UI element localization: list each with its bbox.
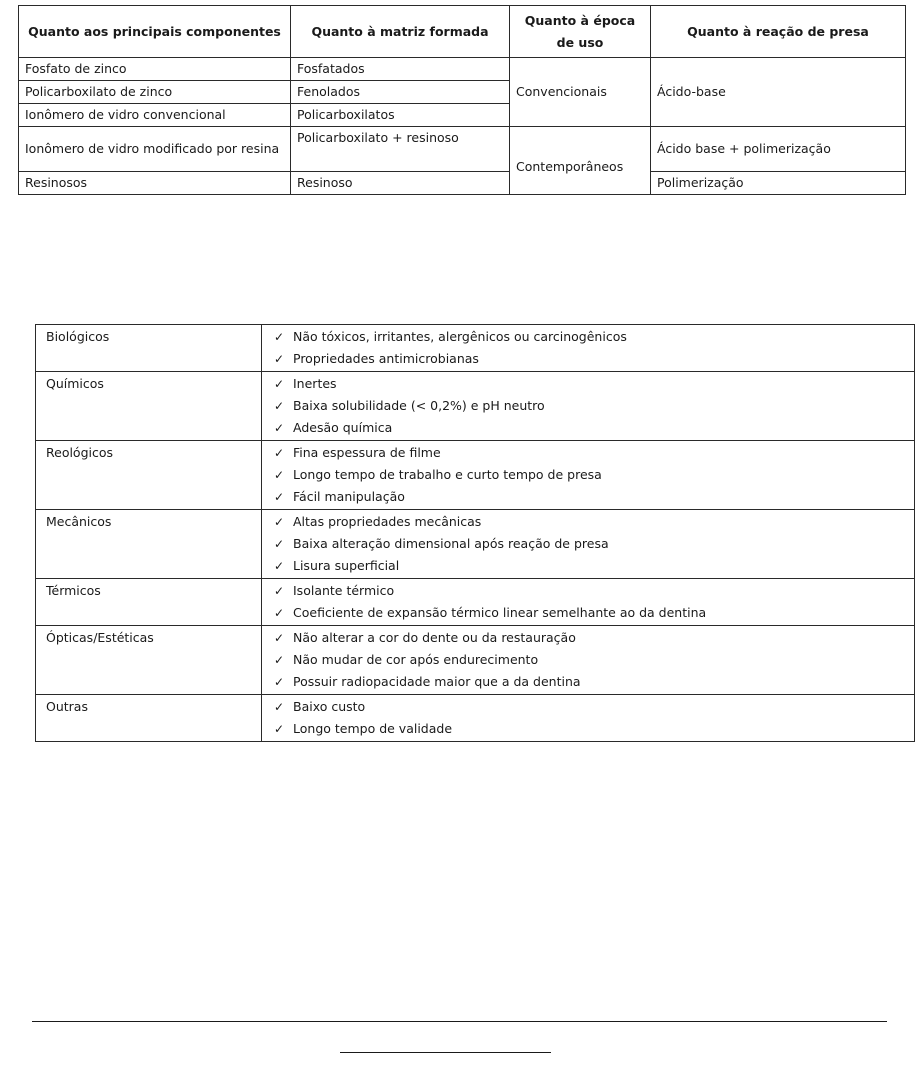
property-category-cell: Térmicos <box>36 579 262 626</box>
list-item <box>272 326 904 348</box>
table-row <box>36 372 915 441</box>
table-row <box>36 695 915 742</box>
property-list <box>272 627 904 693</box>
list-item <box>272 555 904 577</box>
list-item <box>272 486 904 508</box>
matrix-cell: Policarboxilato + resinoso <box>291 127 510 172</box>
list-item-text: Baixa alteração dimensional após reação de presa <box>293 536 609 551</box>
list-item-text: Longo tempo de validade <box>293 721 453 736</box>
list-item-text: Adesão química <box>293 420 393 435</box>
list-item <box>272 464 904 486</box>
table-row <box>36 325 915 372</box>
list-item <box>272 511 904 533</box>
list-item-text: Lisura superficial <box>293 558 400 573</box>
property-items-cell <box>262 372 915 441</box>
epoch-cell: Contemporâneos <box>510 127 651 195</box>
list-item <box>272 442 904 464</box>
checkmark-icon: ✓ <box>274 559 285 573</box>
list-item <box>272 580 904 602</box>
property-category-cell: Biológicos <box>36 325 262 372</box>
checkmark-icon: ✓ <box>274 490 285 504</box>
property-category-cell: Mecânicos <box>36 510 262 579</box>
checkmark-icon: ✓ <box>274 446 285 460</box>
checkmark-icon: ✓ <box>274 584 285 598</box>
checkmark-icon: ✓ <box>274 421 285 435</box>
property-list <box>272 511 904 577</box>
table-row <box>36 626 915 695</box>
list-item <box>272 533 904 555</box>
property-category-cell: Reológicos <box>36 441 262 510</box>
checkmark-icon: ✓ <box>274 399 285 413</box>
checkmark-icon: ✓ <box>274 352 285 366</box>
checkmark-icon: ✓ <box>274 377 285 391</box>
property-category-cell: Químicos <box>36 372 262 441</box>
component-cell: Ionômero de vidro convencional <box>19 104 291 127</box>
list-item-text: Propriedades antimicrobianas <box>293 351 479 366</box>
setting-reaction-cell: Ácido base + polimerização <box>651 127 906 172</box>
page-number-line <box>340 1052 551 1053</box>
table-row <box>19 58 906 81</box>
list-item <box>272 417 904 439</box>
property-items-cell <box>262 695 915 742</box>
epoch-cell: Convencionais <box>510 58 651 127</box>
table-row <box>36 510 915 579</box>
list-item-text: Inertes <box>293 376 337 391</box>
component-cell: Resinosos <box>19 172 291 195</box>
checkmark-icon: ✓ <box>274 468 285 482</box>
matrix-cell: Fosfatados <box>291 58 510 81</box>
list-item-text: Longo tempo de trabalho e curto tempo de presa <box>293 467 602 482</box>
list-item <box>272 348 904 370</box>
checkmark-icon: ✓ <box>274 606 285 620</box>
checkmark-icon: ✓ <box>274 722 285 736</box>
list-item-text: Fina espessura de filme <box>293 445 441 460</box>
list-item <box>272 395 904 417</box>
table-row <box>19 172 906 195</box>
checkmark-icon: ✓ <box>274 675 285 689</box>
checkmark-icon: ✓ <box>274 653 285 667</box>
checkmark-icon: ✓ <box>274 515 285 529</box>
list-item-text: Não mudar de cor após endurecimento <box>293 652 539 667</box>
list-item <box>272 696 904 718</box>
list-item-text: Não tóxicos, irritantes, alergênicos ou carcinogênicos <box>293 329 627 344</box>
list-item-text: Isolante térmico <box>293 583 395 598</box>
list-item-text: Possuir radiopacidade maior que a da dentina <box>293 674 581 689</box>
properties-table <box>35 324 915 742</box>
component-cell: Policarboxilato de zinco <box>19 81 291 104</box>
header-components: Quanto aos principais componentes <box>19 6 291 58</box>
property-items-cell <box>262 510 915 579</box>
checkmark-icon: ✓ <box>274 330 285 344</box>
table-row <box>19 127 906 172</box>
property-list <box>272 373 904 439</box>
list-item <box>272 602 904 624</box>
table-row <box>36 441 915 510</box>
property-category-cell: Outras <box>36 695 262 742</box>
property-items-cell <box>262 325 915 372</box>
component-cell: Ionômero de vidro modificado por resina <box>19 127 291 172</box>
setting-reaction-cell: Ácido-base <box>651 58 906 127</box>
property-items-cell <box>262 579 915 626</box>
list-item <box>272 373 904 395</box>
setting-reaction-cell: Polimerização <box>651 172 906 195</box>
property-category-cell: Ópticas/Estéticas <box>36 626 262 695</box>
footnote-separator-line <box>32 1021 887 1022</box>
property-list <box>272 442 904 508</box>
matrix-cell: Fenolados <box>291 81 510 104</box>
list-item <box>272 671 904 693</box>
list-item <box>272 718 904 740</box>
property-list <box>272 580 904 624</box>
list-item-text: Baixa solubilidade (< 0,2%) e pH neutro <box>293 398 545 413</box>
list-item-text: Altas propriedades mecânicas <box>293 514 482 529</box>
property-list <box>272 696 904 740</box>
matrix-cell: Policarboxilatos <box>291 104 510 127</box>
property-items-cell <box>262 441 915 510</box>
classification-table <box>18 5 906 195</box>
header-epoch: Quanto à época de uso <box>510 6 651 58</box>
list-item <box>272 627 904 649</box>
matrix-cell: Resinoso <box>291 172 510 195</box>
checkmark-icon: ✓ <box>274 700 285 714</box>
property-list <box>272 326 904 370</box>
list-item-text: Não alterar a cor do dente ou da restauração <box>293 630 576 645</box>
header-matrix: Quanto à matriz formada <box>291 6 510 58</box>
checkmark-icon: ✓ <box>274 631 285 645</box>
property-items-cell <box>262 626 915 695</box>
table-row <box>36 579 915 626</box>
list-item <box>272 649 904 671</box>
component-cell: Fosfato de zinco <box>19 58 291 81</box>
list-item-text: Coeficiente de expansão térmico linear semelhante ao da dentina <box>293 605 707 620</box>
list-item-text: Baixo custo <box>293 699 366 714</box>
table-header-row <box>19 6 906 58</box>
list-item-text: Fácil manipulação <box>293 489 405 504</box>
checkmark-icon: ✓ <box>274 537 285 551</box>
header-setting-reaction: Quanto à reação de presa <box>651 6 906 58</box>
